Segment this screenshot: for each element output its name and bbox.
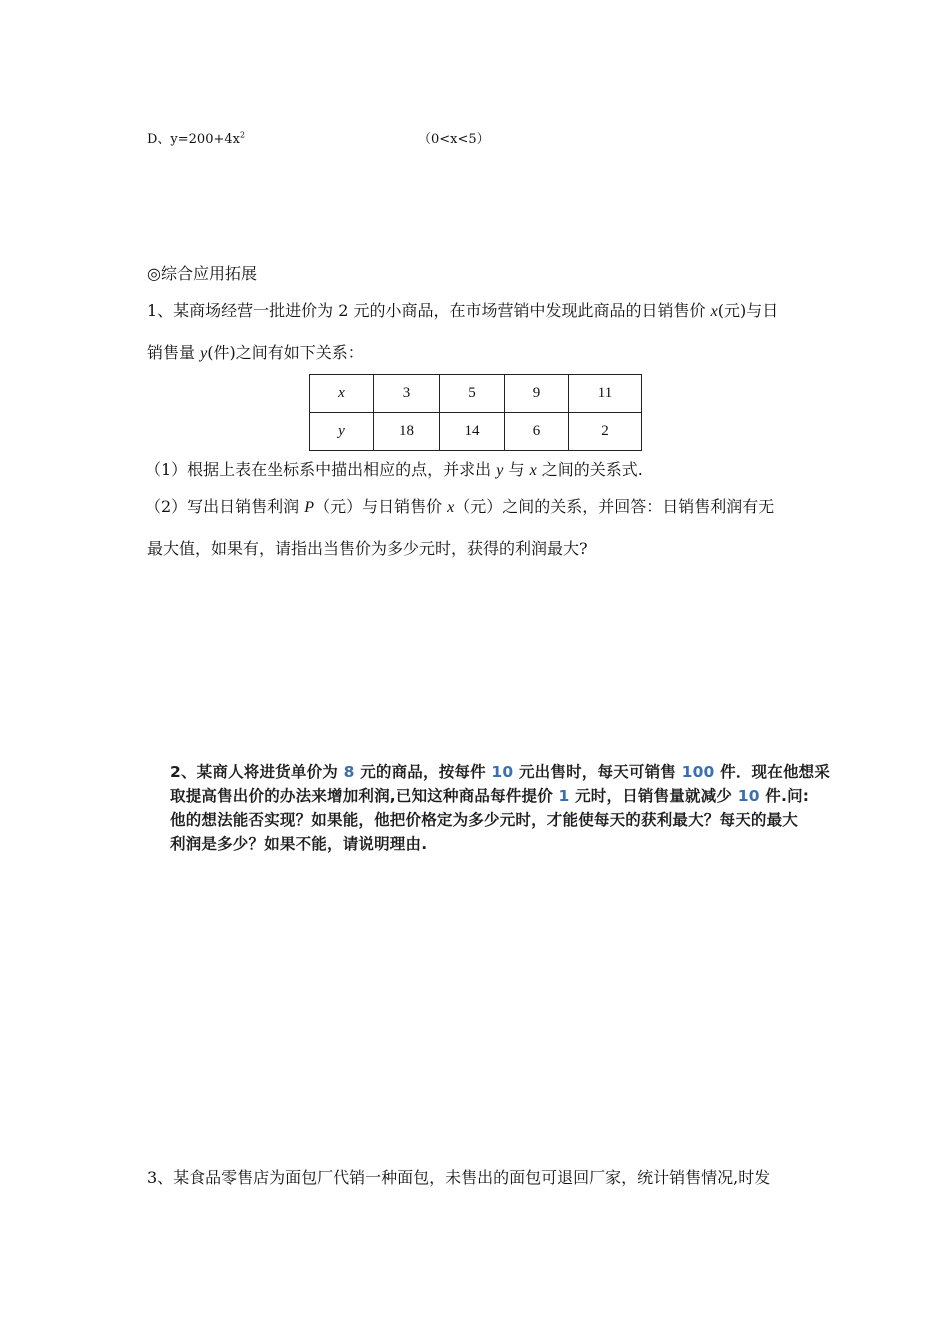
q2-number: 100 <box>681 763 715 781</box>
q1-sub2-var-x: x <box>447 499 455 516</box>
q1-sub2-text-c: （元）之间的关系，并回答：日销售利润有无 <box>454 497 775 516</box>
q2-number: 10 <box>737 787 760 805</box>
q2-text: 取提高售出价的办法来增加利润,已知这种商品每件提价 <box>170 787 559 805</box>
table-cell: y <box>310 413 374 451</box>
q2-text: 2、某商人将进货单价为 <box>170 763 344 781</box>
q2-number: 10 <box>491 763 514 781</box>
table-cell: 11 <box>569 375 642 413</box>
table-cell: 18 <box>374 413 440 451</box>
table-cell: 6 <box>505 413 569 451</box>
option-d-text <box>147 128 245 147</box>
q2-text: 元的商品，按每件 <box>354 763 492 781</box>
table-cell: 2 <box>569 413 642 451</box>
q1-sub1-text-a: （1）根据上表在坐标系中描出相应的点，并求出 <box>145 460 497 479</box>
q2-text-line-4: 利润是多少？如果不能，请说明理由. <box>170 835 428 853</box>
q1-text-1b: (元)与日 <box>717 301 779 320</box>
q2-number: 8 <box>343 763 355 781</box>
q1-sub2-text-b: （元）与日销售价 <box>314 497 448 516</box>
q2-text-line-2 <box>170 784 809 806</box>
table-cell: 14 <box>440 413 505 451</box>
q1-subquestion-1 <box>145 457 643 480</box>
q1-sub1-text-b: 与 <box>503 460 530 479</box>
q1-text-line-2 <box>147 340 364 363</box>
option-d-range: （0<x<5） <box>418 132 490 147</box>
q1-sub1-var-x: x <box>529 462 537 479</box>
q1-sub1-var-y: y <box>496 462 504 479</box>
q2-text: 件．现在他想采 <box>714 763 831 781</box>
q1-var-y: y <box>200 345 208 362</box>
table-row-x <box>310 375 642 413</box>
q1-text-2b: (件)之间有如下关系： <box>207 343 364 362</box>
table-row-y <box>310 413 642 451</box>
q1-subquestion-2 <box>145 494 774 517</box>
q2-text-line-1 <box>170 760 830 782</box>
option-d-label: D、y=200+4x <box>147 132 240 147</box>
table-cell: 9 <box>505 375 569 413</box>
q1-sub2-text-a: （2）写出日销售利润 <box>145 497 305 516</box>
section-title: ◎综合应用拓展 <box>147 264 257 283</box>
q2-text: 件.问: <box>759 787 810 805</box>
q2-text: 元时，日销售量就减少 <box>569 787 738 805</box>
q2-text: 元出售时，每天可销售 <box>513 763 682 781</box>
q1-text-1a: 1、某商场经营一批进价为 2 元的小商品，在市场营销中发现此商品的日销售价 <box>147 301 711 320</box>
q2-text-line-3: 他的想法能否实现？如果能，他把价格定为多少元时，才能使每天的获利最大？每天的最大 <box>170 811 799 829</box>
table-cell: 5 <box>440 375 505 413</box>
table-cell: x <box>310 375 374 413</box>
q1-text-line-1 <box>147 298 778 321</box>
option-d-exponent: 2 <box>239 130 246 140</box>
q1-sub1-text-c: 之间的关系式. <box>536 460 643 479</box>
q1-data-table <box>309 374 642 451</box>
q1-subquestion-2-continued: 最大值，如果有，请指出当售价为多少元时，获得的利润最大? <box>147 539 588 558</box>
q3-text-line-1: 3、某食品零售店为面包厂代销一种面包，未售出的面包可退回厂家，统计销售情况,时发 <box>147 1168 771 1187</box>
q1-var-x: x <box>710 303 718 320</box>
table-cell: 3 <box>374 375 440 413</box>
q1-sub2-var-p: P <box>304 499 315 516</box>
q2-number: 1 <box>558 787 570 805</box>
q1-text-2a: 销售量 <box>147 343 201 362</box>
